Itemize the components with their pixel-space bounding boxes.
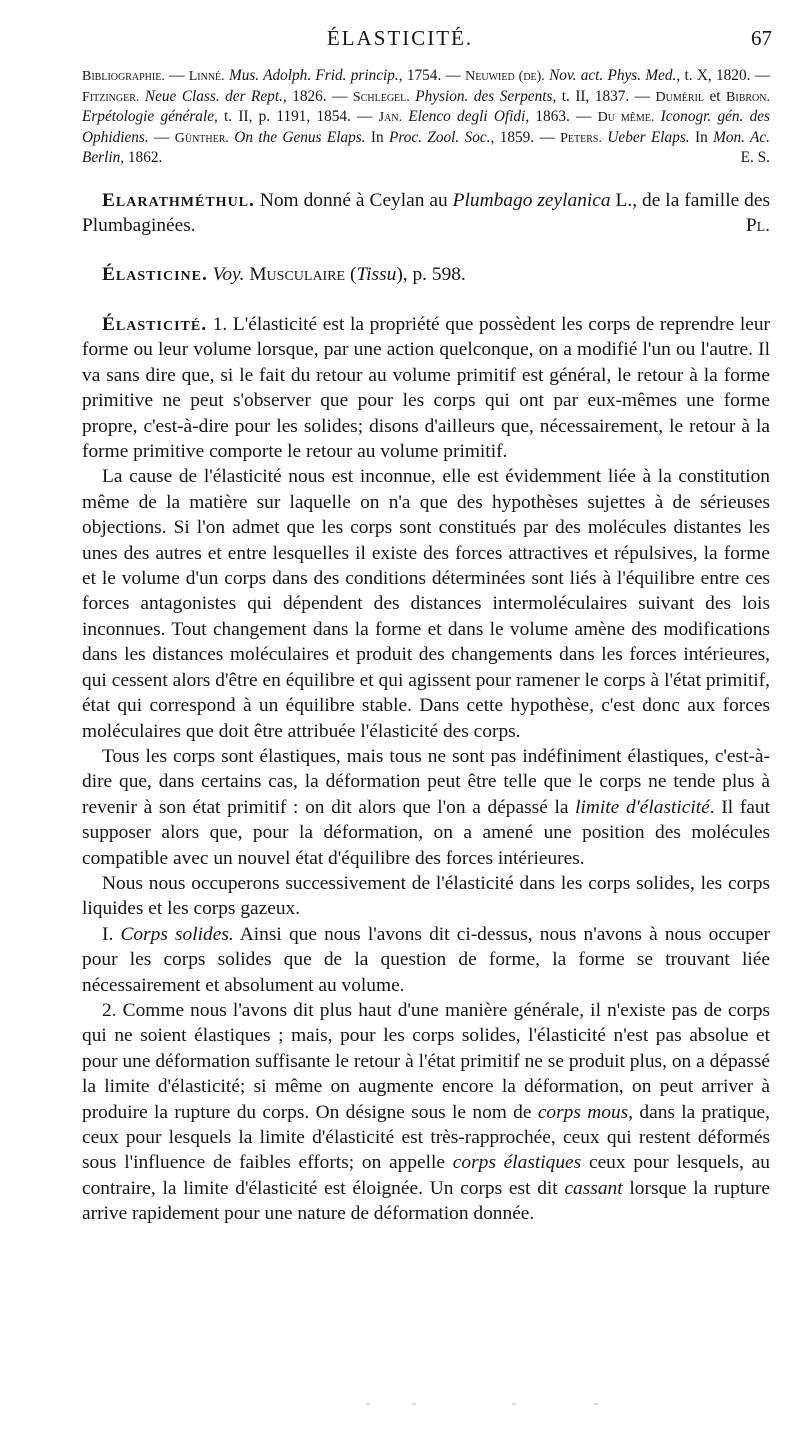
bib-text: In — [689, 128, 714, 146]
species-name: Plumbago zeylanica — [452, 190, 611, 211]
bib-title: Iconogr. gén. des Ophidiens. — [82, 108, 770, 146]
paragraph-text: lorsque la rupture arrive rapidement pour une nature de déformation donnée. — [82, 1177, 770, 1225]
bib-title: Physion. des Serpents — [415, 87, 553, 105]
entry-paragraph: La cause de l'élasticité nous est inconnue, elle est évidemment liée à la constitution même de la matière sur laquelle on n'a que des hypothèses sujettes à de sérieuses objections. Si l'on admet que les corps sont constitués par des molécules distantes les unes des autres et entre lesquelles il existe des forces attractives et répulsives, la forme et le volume d'un corps dans des conditions déterminées sont liés à l'équilibre entre ces forces antagonistes qui dépendent des distances intermoléculaires suivant des lois inconnues. Tout changement dans la forme et dans le volume amène des modifications dans les distances moléculaires et produit des changements dans les forces intérieures, qui cessent alors d'être en équilibre et qui agissent pour ramener le corps à l'état primitif, état qui correspond à un équilibre stable. Dans cette hypothèse, c'est donc aux forces moléculaires que doit être attribuée l'élasticité des corps. — [82, 466, 770, 742]
author-neuwied: Neuwied (de). — [465, 69, 545, 84]
page-header — [0, 26, 800, 56]
bib-text: , t. II, 1837. — — [552, 87, 656, 105]
bib-title: Neue Class. der Rept. — [144, 87, 283, 105]
author-peters: Peters. — [560, 130, 602, 146]
author-gunther: Günther. — [174, 130, 229, 146]
paragraph-text: ceux pour lesquels, au contraire, la limite d'élasticité est éloignée. Un corps est dit — [82, 1152, 770, 1199]
cross-reference: Musculaire — [249, 264, 346, 285]
author-fitzinger: Fitzinger. — [82, 89, 140, 105]
entry-elasticite — [82, 312, 770, 1227]
entry-paragraph: Nous nous occuperons successivement de l'élasticité dans les corps solides, les corps liquides et les corps gazeux. — [82, 872, 770, 920]
bib-title: Erpétologie générale — [82, 108, 214, 126]
author-dumeril: Duméril — [655, 89, 704, 105]
bib-title: Elenco degli Ofidi — [408, 108, 526, 126]
bibliography-signoff: E. S. — [740, 149, 770, 167]
bib-title: Mon. Ac. Berlin — [82, 128, 770, 167]
see-reference: Voy. — [212, 264, 245, 285]
author-schlegel: Schlegel. — [352, 89, 410, 105]
bib-text: , t. II, p. 1191, 1854. — — [213, 108, 379, 126]
entry-paragraph — [82, 998, 770, 1227]
scan-bleed-marks: - - - - — [366, 1396, 604, 1410]
entry-signoff: Pl. — [745, 215, 770, 237]
bib-text: , 1863. — — [525, 108, 598, 126]
bib-title: Nov. act. Phys. Med. — [549, 67, 677, 84]
author-jan: Jan. — [378, 110, 403, 126]
entry-text: Nom donné à Ceylan au — [254, 190, 453, 211]
author-du-meme: Du même. — [597, 110, 655, 126]
entry-headword: Elarathméthul. — [102, 190, 255, 211]
entry-text: ( — [345, 264, 357, 285]
bib-text: , 1862. — [120, 149, 163, 167]
bib-text: — — [148, 128, 175, 146]
entry-elarathmethul — [82, 188, 770, 239]
paragraph-text: Tous les corps sont élastiques, mais tous ne sont pas indéfiniment élastiques, c'est-à-dire que, dans certains cas, la déformation peut être telle que le corps ne tende plus à revenir à son état primitif : on dit alors que l'on a dépassé la — [82, 745, 770, 818]
bib-title: Proc. Zool. Soc. — [389, 128, 491, 146]
paragraph-text: Ainsi que nous l'avons dit ci-dessus, nous n'avons à nous occuper pour les corps solides que de la question de forme, la forme se trouvant liée nécessairement et absolument au volume. — [82, 923, 770, 996]
entry-paragraph — [82, 262, 770, 287]
paragraph-text: 1. L'élasticité est la propriété que possèdent les corps de reprendre leur forme ou leur volume lorsque, par une action quelconque, on a modifié l'un ou l'autre. Il va sans dire que, si le fait du retour au volume primitif est général, le retour à la forme primitive ne peut s'observer que pour les corps qui ont par eux-mêmes une forme propre, c'est-à-dire pour les solides; disons d'ailleurs que, nécessairement, le retour à la forme primitive comporte le retour au volume primitif. — [82, 314, 770, 463]
paragraph-text: I. — [102, 923, 121, 945]
entry-headword: Élasticine. — [102, 264, 208, 285]
entry-text: L., de la famille des Plumbaginées. — [82, 190, 770, 237]
bib-text: , 1826. — — [282, 87, 353, 105]
bib-text: , t. X, 1820. — — [676, 67, 770, 84]
running-head: ÉLASTICITÉ. — [326, 26, 474, 50]
section-title: Corps solides. — [120, 923, 234, 945]
bib-title: On the Genus Elaps. — [234, 128, 366, 146]
paragraph-text: . Il faut supposer alors que, pour la déformation, on a amené une position des molécules compatible avec un nouvel état d'équilibre des forces intérieures. — [82, 796, 770, 869]
entry-text: ), p. 598. — [396, 264, 466, 285]
page-number: 67 — [751, 26, 772, 50]
entry-paragraph — [82, 922, 770, 998]
cross-reference-qualifier: Tissu — [356, 264, 397, 285]
author-bibron: Bibron. — [726, 89, 770, 105]
bibliography-label: Bibliographie. — [82, 69, 165, 84]
entry-elasticine — [82, 262, 770, 287]
bib-text: , 1859. — — [490, 128, 561, 146]
author-linne: Linné. — [188, 69, 225, 84]
bib-title: Mus. Adolph. Frid. princip. — [228, 67, 399, 84]
bib-title: Ueber Elaps. — [607, 128, 690, 146]
emphasis: corps élastiques — [452, 1152, 582, 1174]
emphasis: cassant — [564, 1177, 623, 1199]
paragraph-text: 2. Comme nous l'avons dit plus haut d'une manière générale, il n'existe pas de corps qui ne soient élastiques ; mais, pour les corps solides, l'élasticité n'est pas absolue et pour une déformation suffisante le retour à l'état primitif ne se produit plus, on a dépassé la limite d'élasticité; si même on augmente encore la déformation, on peut arriver à produire la rupture du corps. On désigne sous le nom de — [82, 999, 770, 1123]
entry-headword: Élasticité. — [102, 314, 208, 335]
bib-text: et — [704, 87, 727, 105]
emphasis: corps mous — [537, 1101, 629, 1123]
bib-text: In — [365, 128, 389, 146]
entry-paragraph — [82, 744, 770, 871]
entry-paragraph — [82, 188, 770, 239]
bibliography-block: Bibliographie. — Linné. Mus. Adolph. Frid. princip., 1754. — Neuwied (de). Nov. act. Phys. Med., t. X, 1820. — Fitzinger. Neue Class. der Rept., 1826. — Schlegel. Physion. des Serpents, t. II, 1837. — Duméril et Bibron. Erpétologie générale, t. II, p. 1191, 1854. — Jan. Elenco degli Ofidi, 1863. — Du même. Iconogr. gén. des Ophidiens. — Günther. On the Genus Elaps. In Proc. Zool. Soc., 1859. — Peters. Ueber Elaps. In Mon. Ac. Berlin, 1862. E. S. — [82, 67, 770, 167]
entry-paragraph — [82, 312, 770, 464]
bib-text: , 1754. — — [398, 67, 466, 84]
paragraph-text: , dans la pratique, ceux pour lesquels la limite d'élasticité est très-rapprochée, ceux qui restent déformés sous l'influence de faibles efforts; on appelle — [82, 1101, 770, 1174]
emphasis: limite d'élasticité — [575, 796, 710, 818]
